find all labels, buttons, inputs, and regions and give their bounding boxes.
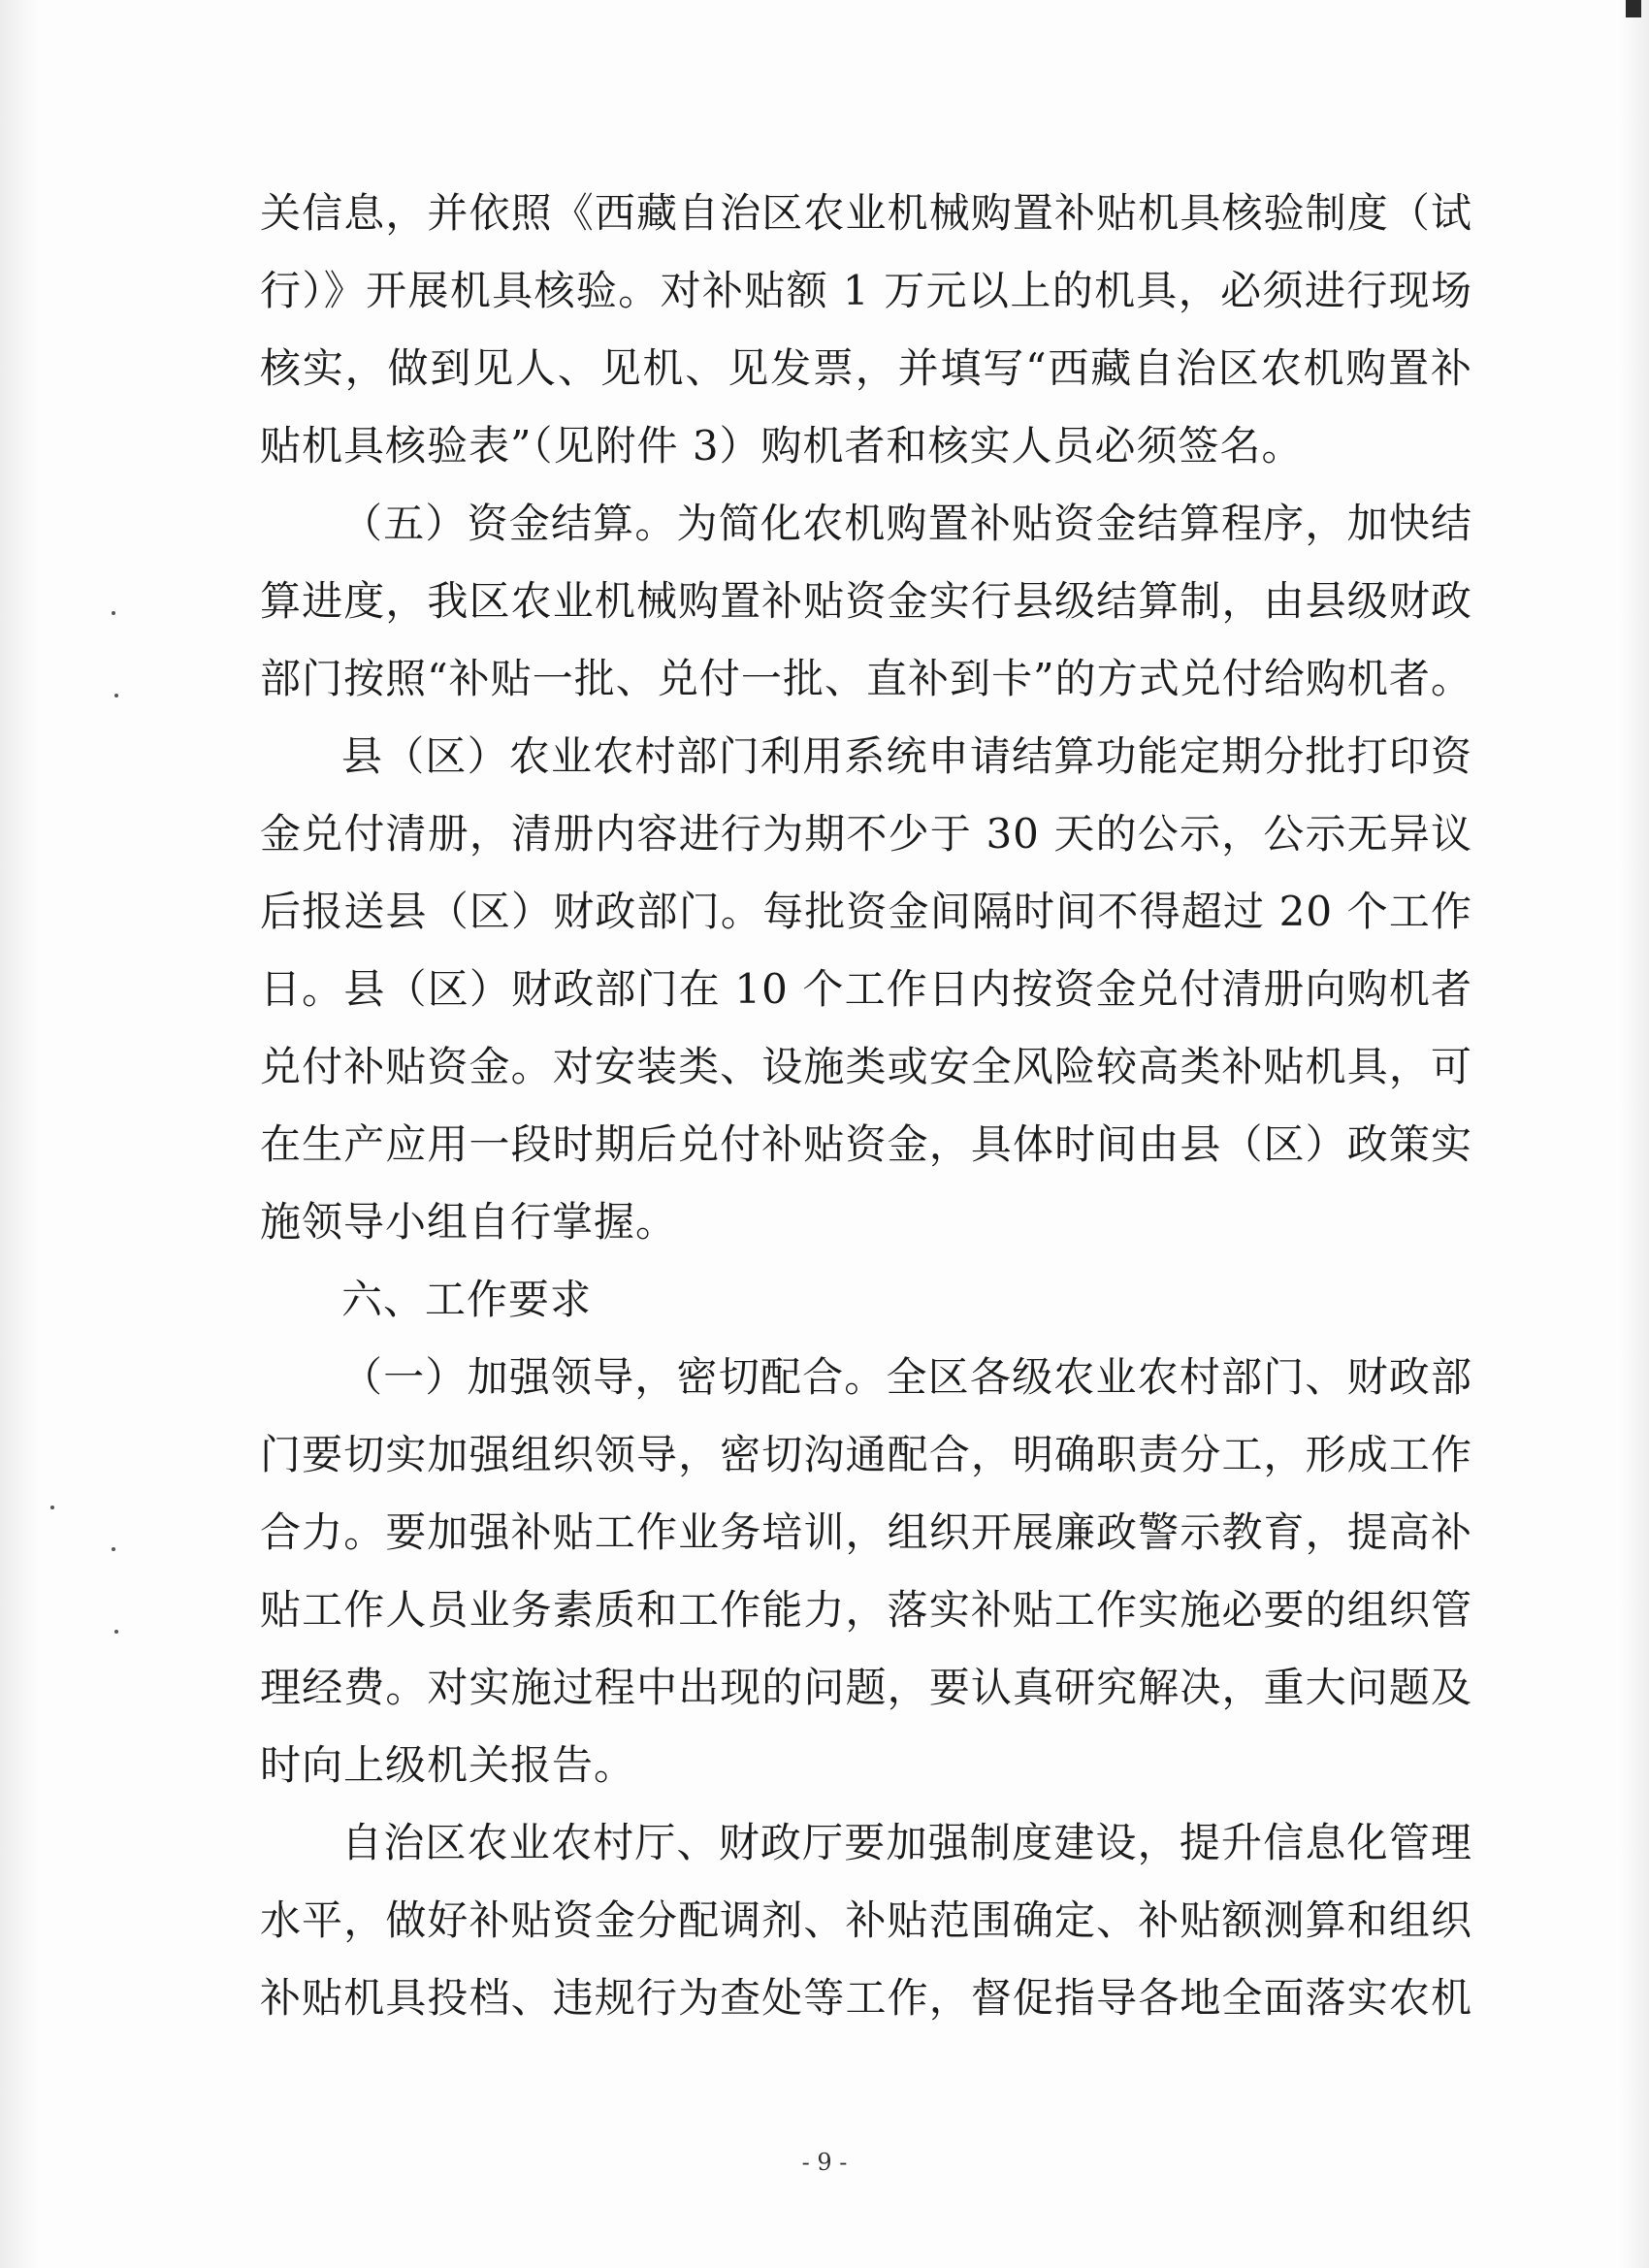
page-number: - 9 - [801,2149,848,2176]
text-line: 施领导小组自行掌握。 [260,1198,678,1246]
scan-edge-shadow [1620,0,1649,2268]
text-line: 算进度，我区农业机械购置补贴资金实行县级结算制，由县级财政 [260,577,1472,625]
scan-speck [114,694,118,697]
text-line: 自治区农业农村厅、财政厅要加强制度建设，提升信息化管理 [341,1819,1472,1866]
text-line: 在生产应用一段时期后兑付补贴资金，具体时间由县（区）政策实 [260,1120,1472,1168]
text-line: 金兑付清册，清册内容进行为期不少于 30 天的公示，公示无异议 [260,810,1472,858]
text-line: 行）》开展机具核验。对补贴额 1 万元以上的机具，必须进行现场 [260,267,1472,314]
text-line: 时向上级机关报告。 [260,1741,636,1789]
document-body [260,175,1472,2037]
text-line: 水平，做好补贴资金分配调剂、补贴范围确定、补贴额测算和组织 [260,1896,1472,1944]
text-line: 合力。要加强补贴工作业务培训，组织开展廉政警示教育，提高补 [260,1508,1472,1556]
text-line: 兑付补贴资金。对安装类、设施类或安全风险较高类补贴机具，可 [260,1043,1472,1090]
text-line: 补贴机具投档、违规行为查处等工作，督促指导各地全面落实农机 [260,1974,1472,2022]
text-line: 核实，做到见人、见机、见发票，并填写“西藏自治区农机购置补 [260,344,1472,392]
text-line: （一）加强领导，密切配合。全区各级农业农村部门、财政部 [341,1353,1472,1401]
scan-speck [112,611,115,615]
text-line: 部门按照“补贴一批、兑付一批、直补到卡”的方式兑付给购机者。 [260,655,1472,702]
text-line: 县（区）农业农村部门利用系统申请结算功能定期分批打印资 [341,732,1472,780]
text-line: 贴工作人员业务素质和工作能力，落实补贴工作实施必要的组织管 [260,1586,1472,1634]
text-line: 日。县（区）财政部门在 10 个工作日内按资金兑付清册向购机者 [260,965,1472,1013]
text-line: 后报送县（区）财政部门。每批资金间隔时间不得超过 20 个工作 [260,888,1472,935]
scan-speck [50,1506,54,1509]
scan-speck [114,1630,118,1634]
section-heading: 六、工作要求 [341,1276,593,1323]
text-line: 贴机具核验表”（见附件 3）购机者和核实人员必须签名。 [260,422,1304,470]
text-line: 门要切实加强组织领导，密切沟通配合，明确职责分工，形成工作 [260,1431,1472,1478]
scan-speck [112,1547,115,1551]
scan-edge-shadow [0,0,39,2268]
text-line: 关信息，并依照《西藏自治区农业机械购置补贴机具核验制度（试 [260,189,1472,237]
text-line: 理经费。对实施过程中出现的问题，要认真研究解决，重大问题及 [260,1664,1472,1711]
text-line: （五）资金结算。为简化农机购置补贴资金结算程序，加快结 [341,500,1472,547]
scan-corner-mark [1626,0,1641,17]
